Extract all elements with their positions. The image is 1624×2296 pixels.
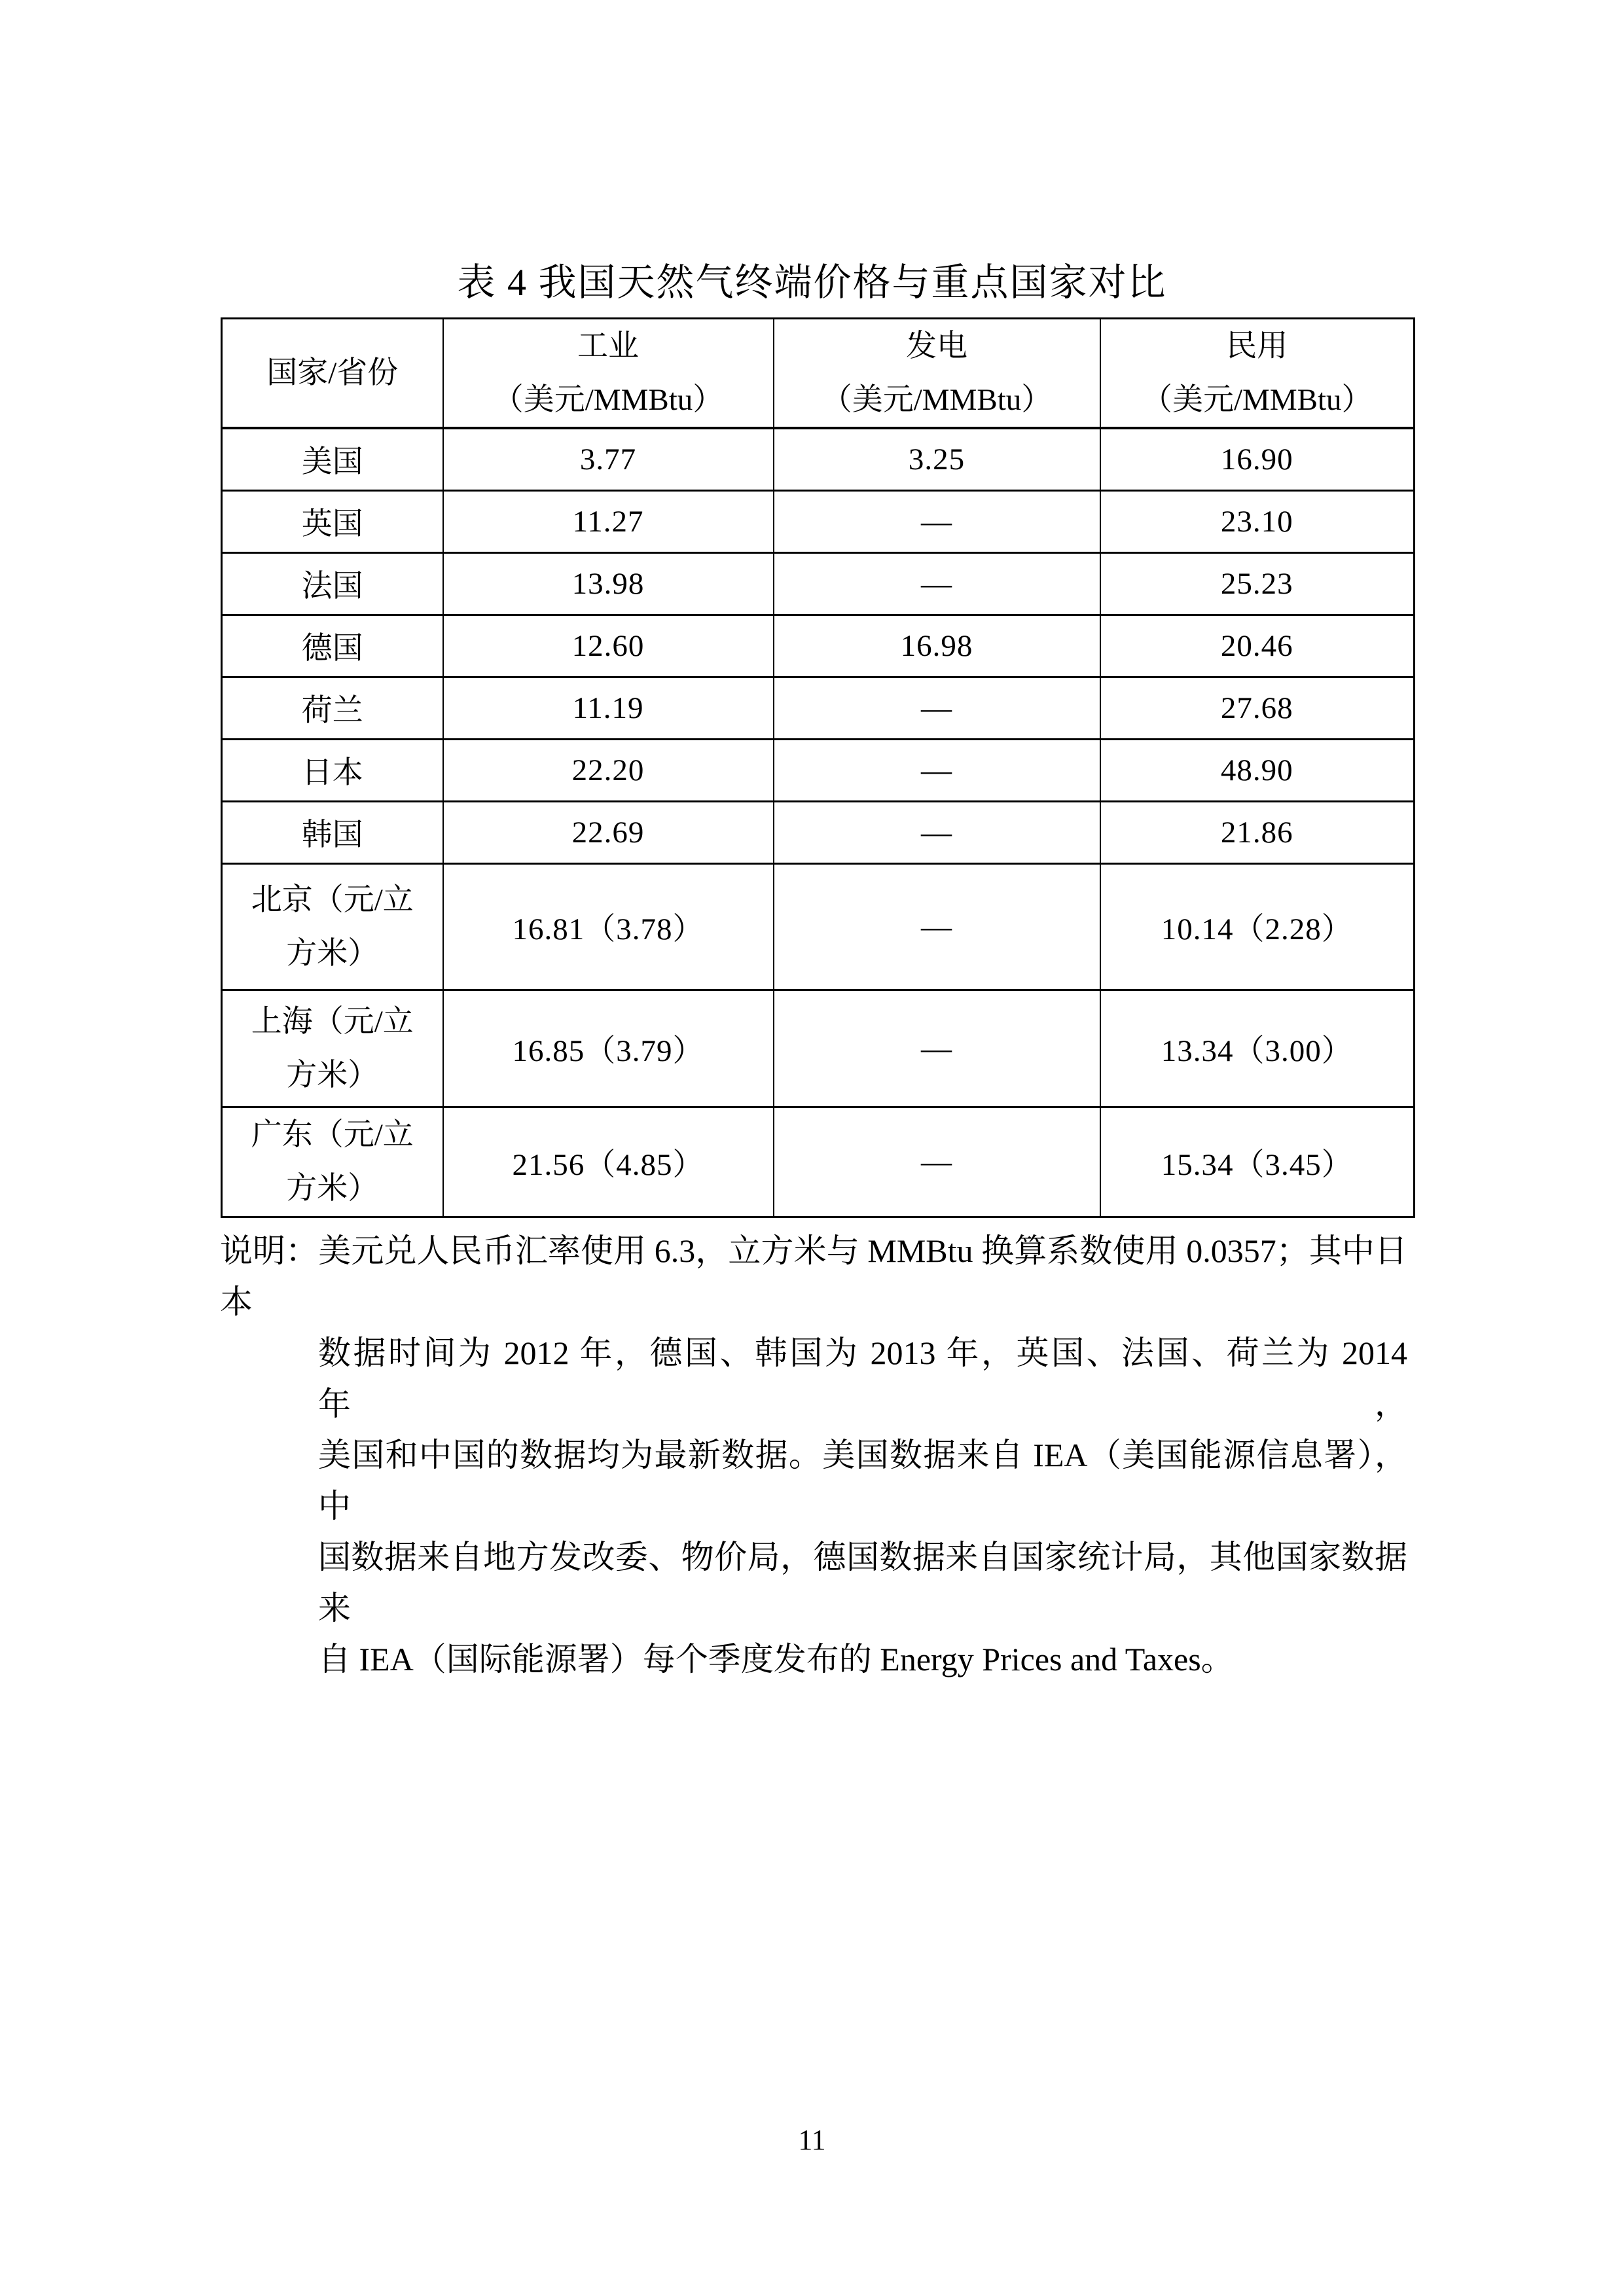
region-cell [222, 863, 443, 990]
note-line-2: 数据时间为 2012 年，德国、韩国为 2013 年，英国、法国、荷兰为 2014 年， [318, 1335, 1407, 1422]
header-industry-unit: （美元/MMBtu） [492, 383, 724, 417]
region-cell: 日本 [222, 739, 443, 801]
header-power-label: 发电 [906, 329, 967, 363]
region-cell: 法国 [222, 552, 443, 615]
table-row-usa [222, 428, 1415, 490]
industry-cell: 11.27 [443, 490, 774, 552]
table-note [220, 1225, 1407, 1685]
region-cell [222, 1107, 443, 1217]
residential-cell: 16.90 [1100, 428, 1415, 490]
power-cell: — [774, 1107, 1100, 1217]
region-label: 上海（元/立方米） [251, 1004, 414, 1092]
header-power-unit: （美元/MMBtu） [821, 383, 1053, 417]
table-row-france [222, 552, 1415, 615]
table-row-beijing [222, 863, 1415, 990]
residential-cell: 25.23 [1100, 552, 1415, 615]
page-number: 11 [798, 2124, 826, 2156]
note-label: 说明： [220, 1232, 319, 1269]
residential-cell: 13.34（3.00） [1100, 990, 1415, 1107]
power-cell: — [774, 863, 1100, 990]
industry-cell: 3.77 [443, 428, 774, 490]
region-cell [222, 990, 443, 1107]
header-industry [443, 319, 774, 429]
header-region-label: 国家/省份 [266, 356, 399, 390]
residential-cell: 27.68 [1100, 677, 1415, 739]
gas-price-comparison-table [221, 317, 1415, 1218]
residential-cell: 10.14（2.28） [1100, 863, 1415, 990]
region-cell: 荷兰 [222, 677, 443, 739]
residential-cell: 48.90 [1100, 739, 1415, 801]
table-row-shanghai [222, 990, 1415, 1107]
header-power [774, 319, 1100, 429]
note-line-5: 自 IEA（国际能源署）每个季度发布的 Energy Prices and Taxes。 [318, 1641, 1234, 1677]
power-cell: — [774, 739, 1100, 801]
region-cell: 韩国 [222, 801, 443, 863]
table-row-guangdong [222, 1107, 1415, 1217]
residential-cell: 23.10 [1100, 490, 1415, 552]
industry-cell: 22.69 [443, 801, 774, 863]
power-cell: — [774, 490, 1100, 552]
power-cell: — [774, 990, 1100, 1107]
table-row-uk [222, 490, 1415, 552]
region-label: 广东（元/立方米） [251, 1118, 414, 1206]
region-label: 北京（元/立方米） [251, 882, 414, 971]
residential-cell: 20.46 [1100, 615, 1415, 677]
table-row-netherlands [222, 677, 1415, 739]
header-region [222, 319, 443, 429]
power-cell: — [774, 801, 1100, 863]
table-row-japan [222, 739, 1415, 801]
power-cell: — [774, 552, 1100, 615]
power-cell: — [774, 677, 1100, 739]
industry-cell: 16.85（3.79） [443, 990, 774, 1107]
region-cell: 德国 [222, 615, 443, 677]
industry-cell: 13.98 [443, 552, 774, 615]
note-line-3: 美国和中国的数据均为最新数据。美国数据来自 IEA（美国能源信息署），中 [318, 1437, 1407, 1524]
industry-cell: 12.60 [443, 615, 774, 677]
note-line-4: 国数据来自地方发改委、物价局，德国数据来自国家统计局，其他国家数据来 [318, 1539, 1407, 1626]
table-header-row [222, 319, 1415, 429]
note-line-1-text: 美元兑人民币汇率使用 6.3，立方米与 MMBtu 换算系数使用 0.0357；其中日本 [220, 1232, 1408, 1320]
header-residential [1100, 319, 1415, 429]
region-cell: 英国 [222, 490, 443, 552]
region-cell: 美国 [222, 428, 443, 490]
header-industry-label: 工业 [577, 329, 639, 363]
power-cell: 3.25 [774, 428, 1100, 490]
industry-cell: 22.20 [443, 739, 774, 801]
power-cell: 16.98 [774, 615, 1100, 677]
table-title: 表 4 我国天然气终端价格与重点国家对比 [457, 261, 1167, 304]
industry-cell: 11.19 [443, 677, 774, 739]
table-row-korea [222, 801, 1415, 863]
table-row-germany [222, 615, 1415, 677]
industry-cell: 21.56（4.85） [443, 1107, 774, 1217]
header-residential-label: 民用 [1226, 329, 1288, 363]
residential-cell: 15.34（3.45） [1100, 1107, 1415, 1217]
residential-cell: 21.86 [1100, 801, 1415, 863]
header-residential-unit: （美元/MMBtu） [1141, 383, 1373, 417]
note-line-1 [220, 1225, 1407, 1327]
industry-cell: 16.81（3.78） [443, 863, 774, 990]
